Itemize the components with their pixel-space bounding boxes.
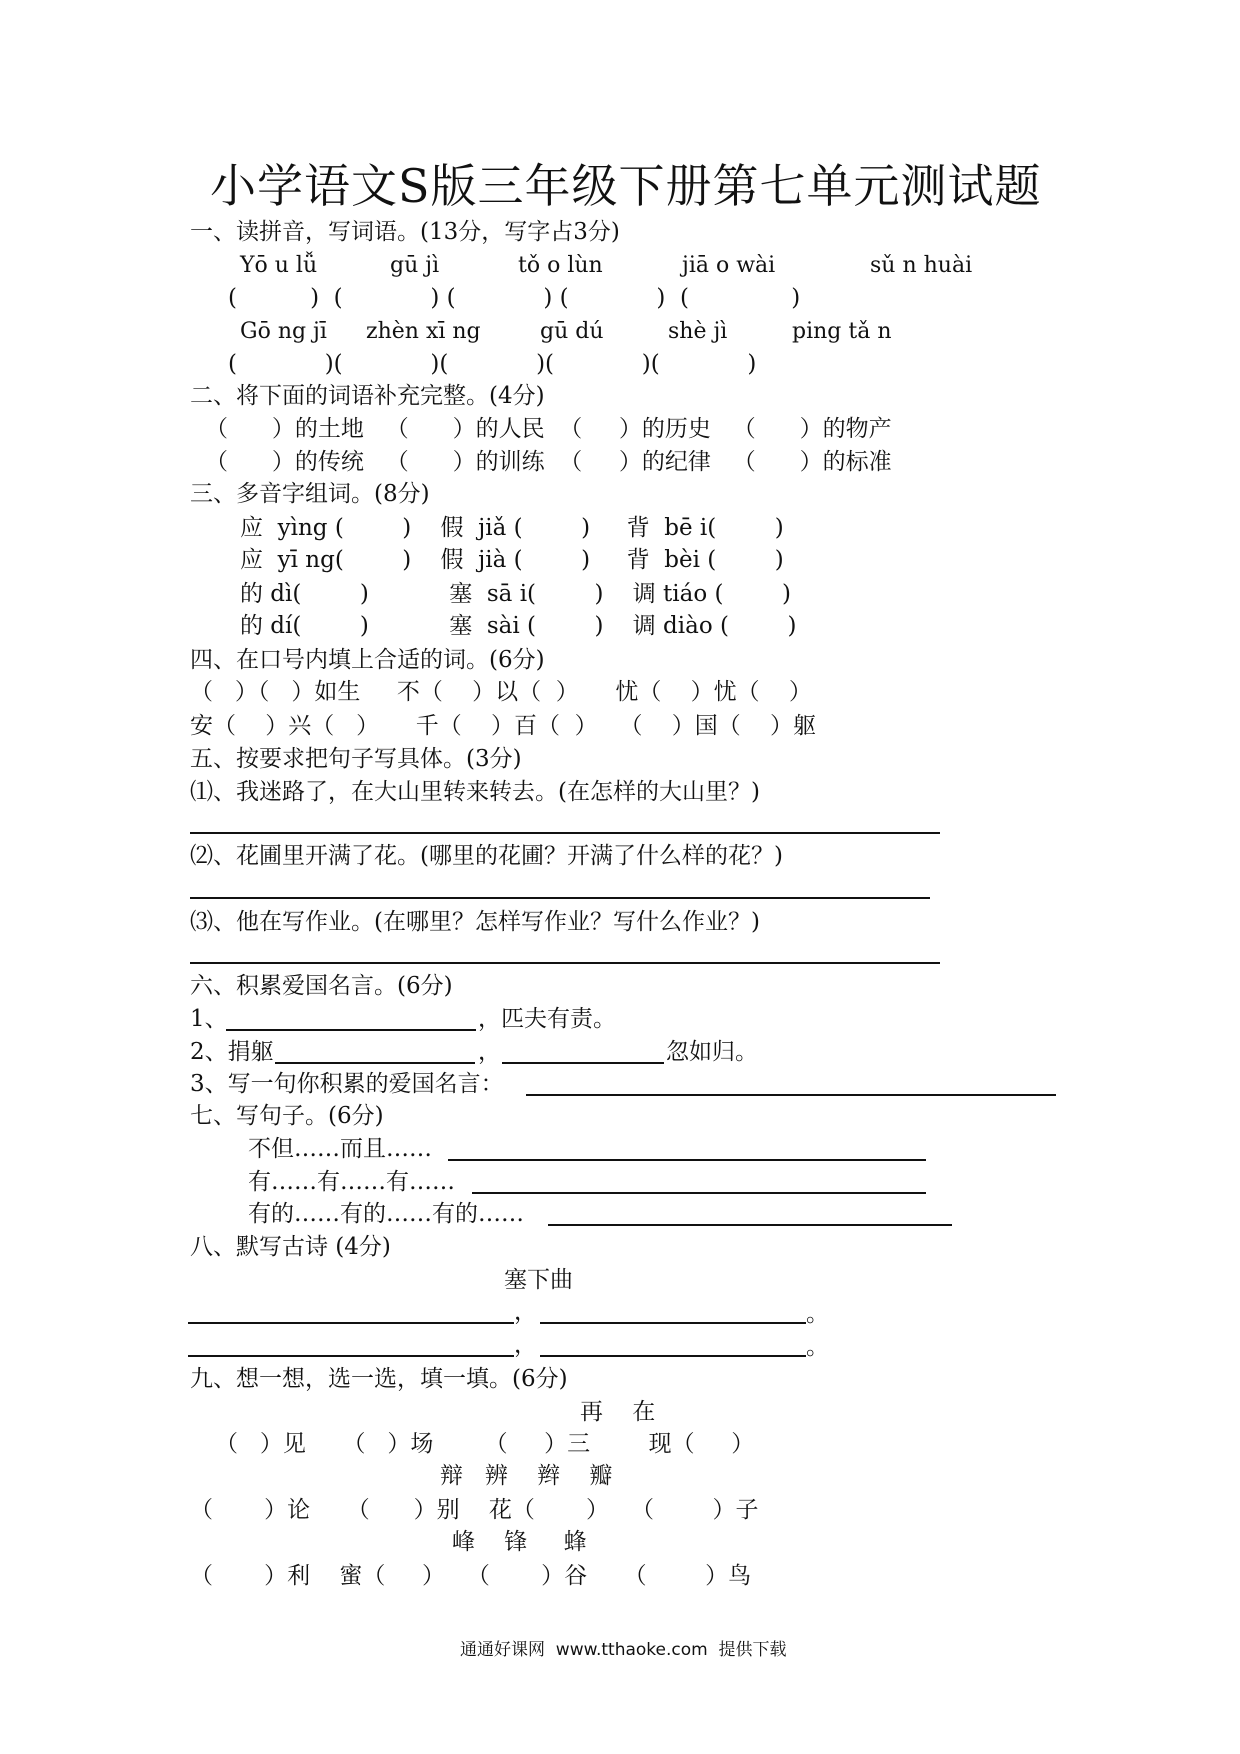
quote-2-comma: ， (478, 1039, 501, 1065)
fill-row: 安（ ）兴（ ） 千（ ）百（ ） （ ）国（ ）躯 (190, 713, 817, 739)
answer-line (188, 1322, 514, 1324)
section-9-heading: 九、想一想，选一选，填一填。(6分) (190, 1366, 568, 1392)
quote-2-suffix: 忽如归。 (666, 1039, 758, 1065)
poem-comma: ， (514, 1332, 537, 1358)
section-6-heading: 六、积累爱国名言。(6分) (190, 973, 453, 999)
section-7-heading: 七、写句子。(6分) (190, 1103, 384, 1129)
question-2: ⑵、花圃里开满了花。(哪里的花圃？开满了什么样的花？) (190, 843, 783, 869)
pinyin-item: tǒ o lùn (518, 253, 603, 278)
pinyin-item: sǔ n huài (870, 253, 973, 278)
answer-line (526, 1094, 1056, 1096)
quote-2-prefix: 2、捐躯 (190, 1039, 274, 1065)
pinyin-item: Yō u lǚ (240, 253, 318, 278)
fill-row: （ ）的传统 （ ）的训练 （ ）的纪律 （ ）的标准 (205, 449, 892, 475)
answer-line (448, 1159, 926, 1161)
quote-1-suffix: ，匹夫有责。 (478, 1006, 616, 1032)
section-4-heading: 四、在口号内填上合适的词。(6分) (190, 647, 545, 673)
polyphone-row: 应 yìng ( ) 假 jiǎ ( ) 背 bē i( ) (240, 515, 784, 541)
answer-line (188, 1355, 514, 1357)
char-options: 辩 辨 辫 瓣 (440, 1463, 613, 1489)
answer-line (472, 1192, 926, 1194)
fill-row: （ ）（ ）如生 不（ ）以（ ） 忧（ ）忧（ ） (190, 679, 812, 705)
answer-line (540, 1355, 806, 1357)
fill-row: （ ）利 蜜（ ） （ ）谷 （ ）鸟 (190, 1563, 752, 1589)
page-title: 小学语文S版三年级下册第七单元测试题 (210, 159, 1042, 213)
poem-period: 。 (806, 1334, 829, 1360)
answer-line (275, 1062, 475, 1064)
question-3: ⑶、他在写作业。(在哪里？怎样写作业？写什么作业？) (190, 909, 760, 935)
answer-line (190, 962, 940, 964)
section-3-heading: 三、多音字组词。(8分) (190, 481, 430, 507)
fill-row: （ ）的土地 （ ）的人民 （ ）的历史 （ ）的物产 (205, 416, 892, 442)
polyphone-row: 的 dí( ) 塞 sài ( ) 调 diào ( ) (240, 613, 797, 639)
footer-credit: 通通好课网 www.tthaoke.com 提供下载 (460, 1640, 787, 1660)
poem-title: 塞下曲 (504, 1267, 573, 1293)
pinyin-item: gū dú (540, 319, 604, 344)
section-8-heading: 八、默写古诗 (4分) (190, 1234, 391, 1260)
char-options: 再 在 (580, 1399, 656, 1425)
answer-line (226, 1029, 476, 1031)
char-options: 峰 锋 蜂 (452, 1529, 587, 1555)
pinyin-item: Gō ng jī (240, 319, 327, 344)
pinyin-item: shè jì (668, 319, 728, 344)
answer-line (190, 897, 930, 899)
answer-line (502, 1062, 664, 1064)
answer-line (190, 832, 940, 834)
sentence-pattern: 有的……有的……有的…… (248, 1201, 524, 1227)
answer-parens: ( ) ( ) ( ) ( ) ( ) (228, 285, 801, 311)
sentence-pattern: 不但……而且…… (248, 1136, 432, 1162)
sentence-pattern: 有……有……有…… (248, 1169, 455, 1195)
fill-row: （ ）论 （ ）别 花（ ） （ ）子 (190, 1497, 759, 1523)
answer-line (540, 1322, 806, 1324)
quote-1-prefix: 1、 (190, 1006, 228, 1032)
pinyin-item: zhèn xī ng (366, 319, 481, 344)
polyphone-row: 的 dì( ) 塞 sā i( ) 调 tiáo ( ) (240, 581, 791, 607)
pinyin-item: gū jì (390, 253, 440, 278)
section-5-heading: 五、按要求把句子写具体。(3分) (190, 746, 522, 772)
fill-row: （ ）见 （ ）场 （ ）三 现（ ） (215, 1431, 755, 1457)
question-1: ⑴、我迷路了，在大山里转来转去。(在怎样的大山里？) (190, 779, 760, 805)
poem-comma: ， (514, 1299, 537, 1325)
section-1-heading: 一、读拼音，写词语。(13分，写字占3分) (190, 219, 620, 245)
answer-line (548, 1224, 952, 1226)
polyphone-row: 应 yī ng( ) 假 jià ( ) 背 bèi ( ) (240, 547, 784, 573)
pinyin-item: jiā o wài (682, 253, 776, 278)
pinyin-item: ping tǎ n (792, 319, 892, 344)
section-2-heading: 二、将下面的词语补充完整。(4分) (190, 383, 545, 409)
poem-period: 。 (806, 1301, 829, 1327)
quote-3-label: 3、写一句你积累的爱国名言： (190, 1071, 504, 1097)
answer-parens: ( )( )( )( )( ) (228, 351, 757, 377)
